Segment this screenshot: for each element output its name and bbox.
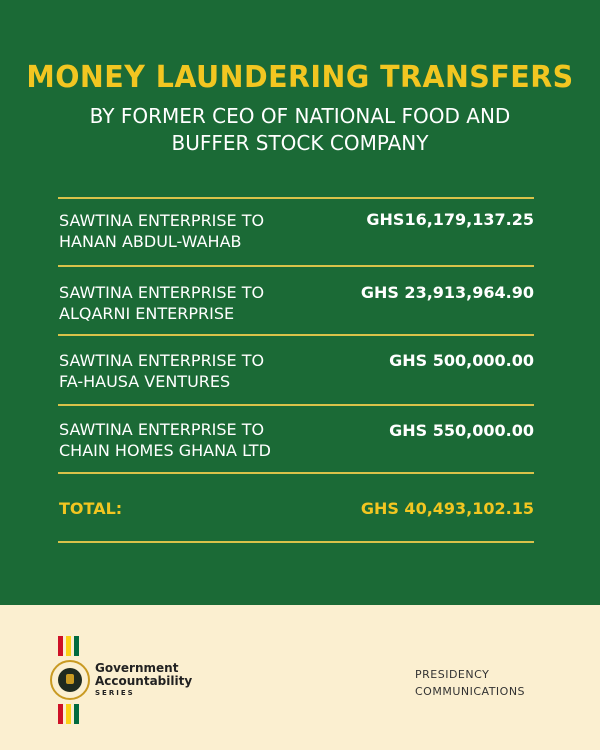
subtitle-line-1: BY FORMER CEO OF NATIONAL FOOD AND <box>89 104 511 128</box>
subtitle-line-2: BUFFER STOCK COMPANY <box>171 131 429 155</box>
transfer-amount: GHS 23,913,964.90 <box>360 283 534 302</box>
transfer-label <box>59 419 329 461</box>
total-amount: GHS 40,493,102.15 <box>360 499 534 518</box>
page-subtitle <box>40 103 560 157</box>
divider <box>58 404 534 406</box>
divider <box>58 334 534 336</box>
transfer-to: CHAIN HOMES GHANA LTD <box>59 441 271 460</box>
divider <box>58 197 534 199</box>
brand-line-1: Government <box>95 661 179 675</box>
brand-series: SERIES <box>95 689 135 697</box>
divider <box>58 541 534 543</box>
transfer-to: HANAN ABDUL-WAHAB <box>59 232 242 251</box>
series-logo <box>95 662 192 698</box>
presidency-line-2: COMMUNICATIONS <box>415 685 526 698</box>
coat-of-arms-icon <box>50 660 90 700</box>
brand-line-2: Accountability <box>95 674 193 688</box>
divider <box>58 472 534 474</box>
transfer-label <box>59 210 329 252</box>
transfer-from: SAWTINA ENTERPRISE TO <box>59 351 265 370</box>
total-label: TOTAL: <box>59 499 123 518</box>
transfer-amount: GHS16,179,137.25 <box>366 210 534 229</box>
transfer-from: SAWTINA ENTERPRISE TO <box>59 420 265 439</box>
page-title: MONEY LAUNDERING TRANSFERS <box>26 60 574 95</box>
presidency-line-1: PRESIDENCY <box>415 668 490 681</box>
transfer-from: SAWTINA ENTERPRISE TO <box>59 211 265 230</box>
transfer-label <box>59 282 329 324</box>
transfer-amount: GHS 500,000.00 <box>389 351 534 370</box>
transfer-amount: GHS 550,000.00 <box>389 421 534 440</box>
presidency-communications <box>415 666 525 700</box>
transfer-to: ALQARNI ENTERPRISE <box>59 304 235 323</box>
transfer-from: SAWTINA ENTERPRISE TO <box>59 283 265 302</box>
divider <box>58 265 534 267</box>
transfer-label <box>59 350 329 392</box>
transfer-to: FA-HAUSA VENTURES <box>59 372 231 391</box>
